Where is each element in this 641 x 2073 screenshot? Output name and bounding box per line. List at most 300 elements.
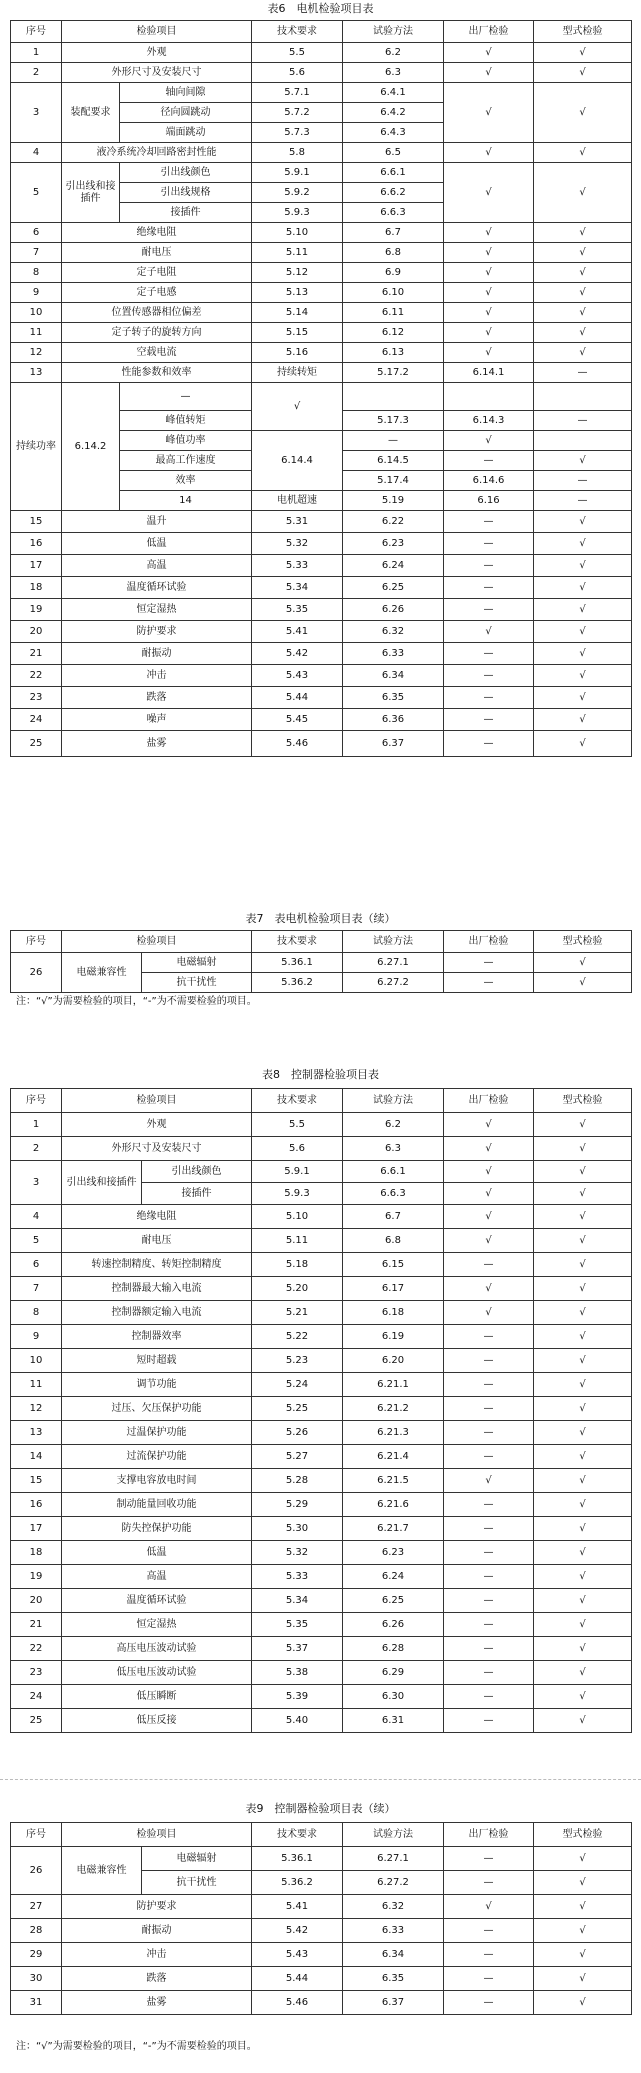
cell: √ <box>534 1685 632 1709</box>
cell: 5.40 <box>252 1709 343 1733</box>
cell: 外观 <box>62 1113 252 1137</box>
cell: 6.14.3 <box>444 411 534 431</box>
cell: 8 <box>11 1301 62 1325</box>
cell: 6.7 <box>343 1205 444 1229</box>
table9-note: 注：“√”为需要检验的项目，“-”为不需要检验的项目。 <box>16 2041 257 2052</box>
cell: 6.9 <box>343 263 444 283</box>
cell: 6.29 <box>343 1661 444 1685</box>
table-row <box>11 1469 632 1493</box>
cell: 6.34 <box>343 1943 444 1967</box>
cell: √ <box>444 1895 534 1919</box>
cell: 5.17.2 <box>343 363 444 383</box>
cell: 11 <box>11 323 62 343</box>
cell: — <box>444 1919 534 1943</box>
table7-note: 注：“√”为需要检验的项目，“-”为不需要检验的项目。 <box>16 996 257 1007</box>
table-row <box>11 1637 632 1661</box>
cell: √ <box>444 1301 534 1325</box>
cell: 5.20 <box>252 1277 343 1301</box>
cell: 11 <box>11 1373 62 1397</box>
cell: √ <box>534 223 632 243</box>
cell: 6.27.2 <box>343 973 444 993</box>
cell: √ <box>534 1137 632 1161</box>
table-row <box>11 1325 632 1349</box>
cell: 5 <box>11 163 62 223</box>
cell: — <box>534 411 632 431</box>
cell: 电机超速 <box>252 491 343 511</box>
table-row <box>11 283 632 303</box>
cell: 5.34 <box>252 577 343 599</box>
cell: 24 <box>11 1685 62 1709</box>
cell: 6.37 <box>343 1991 444 2015</box>
cell: 5.45 <box>252 709 343 731</box>
table-row <box>11 687 632 709</box>
cell: 5.9.2 <box>252 183 343 203</box>
header-cell: 试验方法 <box>343 21 444 43</box>
cell: 12 <box>11 343 62 363</box>
cell: √ <box>534 973 632 993</box>
cell: 6.2 <box>343 43 444 63</box>
cell: — <box>444 1991 534 2015</box>
cell: 最高工作速度 <box>120 451 252 471</box>
cell: 高温 <box>62 555 252 577</box>
cell: √ <box>534 1517 632 1541</box>
cell: 控制器效率 <box>62 1325 252 1349</box>
cell: 5.16 <box>252 343 343 363</box>
cell: √ <box>534 1991 632 2015</box>
cell: √ <box>444 1137 534 1161</box>
cell: √ <box>444 163 534 223</box>
table-row <box>11 643 632 665</box>
cell: √ <box>534 1637 632 1661</box>
cell: 5.10 <box>252 223 343 243</box>
cell <box>343 383 444 411</box>
cell: 6.21.2 <box>343 1397 444 1421</box>
cell: 5.43 <box>252 665 343 687</box>
cell: √ <box>534 1895 632 1919</box>
cell: 5.46 <box>252 731 343 757</box>
cell: — <box>444 511 534 533</box>
cell: 6.37 <box>343 731 444 757</box>
cell: 温度循环试验 <box>62 577 252 599</box>
table-row <box>11 555 632 577</box>
cell: √ <box>252 383 343 431</box>
cell: 10 <box>11 1349 62 1373</box>
cell: √ <box>534 1325 632 1349</box>
cell: — <box>444 1373 534 1397</box>
cell: 接插件 <box>120 203 252 223</box>
cell: 5.32 <box>252 533 343 555</box>
header-cell: 检验项目 <box>62 1823 252 1847</box>
cell: 5.9.1 <box>252 1161 343 1183</box>
cell: 耐振动 <box>62 643 252 665</box>
cell: 6.14.6 <box>444 471 534 491</box>
cell: 15 <box>11 511 62 533</box>
cell: √ <box>534 1613 632 1637</box>
cell: 冲击 <box>62 1943 252 1967</box>
cell: 6.20 <box>343 1349 444 1373</box>
cell: √ <box>534 83 632 143</box>
cell: 6.2 <box>343 1113 444 1137</box>
cell: 5.42 <box>252 1919 343 1943</box>
cell: 防护要求 <box>62 1895 252 1919</box>
cell: 16 <box>11 533 62 555</box>
cell: — <box>444 1943 534 1967</box>
cell: √ <box>444 1277 534 1301</box>
cell: 13 <box>11 363 62 383</box>
cell: 5.42 <box>252 643 343 665</box>
cell: 3 <box>11 1161 62 1205</box>
cell: 6.35 <box>343 1967 444 1991</box>
cell: 30 <box>11 1967 62 1991</box>
cell: 支撑电容放电时间 <box>62 1469 252 1493</box>
header-cell: 出厂检验 <box>444 1089 534 1113</box>
cell: 引出线颜色 <box>120 163 252 183</box>
cell: 6.26 <box>343 1613 444 1637</box>
cell: 5.22 <box>252 1325 343 1349</box>
cell: √ <box>534 243 632 263</box>
cell: — <box>120 383 252 411</box>
cell: 低压电压波动试验 <box>62 1661 252 1685</box>
cell: 6 <box>11 1253 62 1277</box>
cell: 6.22 <box>343 511 444 533</box>
cell: — <box>444 1685 534 1709</box>
cell: 防失控保护功能 <box>62 1517 252 1541</box>
cell: 5.19 <box>343 491 444 511</box>
cell: 低压瞬断 <box>62 1685 252 1709</box>
cell: √ <box>534 63 632 83</box>
cell: 5.43 <box>252 1943 343 1967</box>
cell: 27 <box>11 1895 62 1919</box>
header-cell: 试验方法 <box>343 1823 444 1847</box>
cell: — <box>343 431 444 451</box>
table-row <box>11 1613 632 1637</box>
cell: 持续转矩 <box>252 363 343 383</box>
cell: 性能参数和效率 <box>62 363 252 383</box>
cell: 6.5 <box>343 143 444 163</box>
cell: 5.25 <box>252 1397 343 1421</box>
table-row <box>11 1397 632 1421</box>
cell: √ <box>534 1161 632 1183</box>
cell: 冲击 <box>62 665 252 687</box>
table-header-row <box>11 1089 632 1113</box>
cell: 1 <box>11 1113 62 1137</box>
cell: 5.27 <box>252 1445 343 1469</box>
cell: 6.27.2 <box>343 1871 444 1895</box>
table-row <box>11 43 632 63</box>
table-row <box>11 1277 632 1301</box>
cell: √ <box>444 43 534 63</box>
cell: 跌落 <box>62 1967 252 1991</box>
cell: 5.18 <box>252 1253 343 1277</box>
cell: — <box>444 1967 534 1991</box>
cell: 23 <box>11 1661 62 1685</box>
cell: 19 <box>11 599 62 621</box>
cell: 29 <box>11 1943 62 1967</box>
cell: 控制器最大输入电流 <box>62 1277 252 1301</box>
cell: 盐雾 <box>62 731 252 757</box>
table-row <box>11 1421 632 1445</box>
header-cell: 序号 <box>11 931 62 953</box>
cell: √ <box>534 533 632 555</box>
table6-motor-inspection <box>10 20 632 757</box>
cell: √ <box>534 1277 632 1301</box>
cell: — <box>444 1517 534 1541</box>
header-cell: 技术要求 <box>252 1823 343 1847</box>
cell: 位置传感器相位偏差 <box>62 303 252 323</box>
cell: √ <box>444 283 534 303</box>
cell: 6.34 <box>343 665 444 687</box>
header-cell: 技术要求 <box>252 21 343 43</box>
cell: √ <box>444 1183 534 1205</box>
cell: 6.33 <box>343 643 444 665</box>
cell: 装配要求 <box>62 83 120 143</box>
cell: √ <box>534 687 632 709</box>
cell: 5.24 <box>252 1373 343 1397</box>
cell: √ <box>444 83 534 143</box>
cell: — <box>444 1589 534 1613</box>
cell: √ <box>534 163 632 223</box>
cell: — <box>444 533 534 555</box>
cell: 6.8 <box>343 1229 444 1253</box>
cell: 耐电压 <box>62 1229 252 1253</box>
cell: 5.23 <box>252 1349 343 1373</box>
header-cell: 检验项目 <box>62 931 252 953</box>
cell: 5.7.1 <box>252 83 343 103</box>
cell: √ <box>534 1469 632 1493</box>
cell: 恒定湿热 <box>62 599 252 621</box>
cell: √ <box>534 1397 632 1421</box>
cell: √ <box>444 1469 534 1493</box>
cell: 6.25 <box>343 577 444 599</box>
table-row <box>11 1349 632 1373</box>
cell: √ <box>534 599 632 621</box>
cell: √ <box>444 1113 534 1137</box>
cell: √ <box>534 1541 632 1565</box>
cell: √ <box>534 1709 632 1733</box>
cell: — <box>534 471 632 491</box>
cell: 8 <box>11 263 62 283</box>
cell: 6.14.4 <box>252 431 343 491</box>
cell: √ <box>444 1229 534 1253</box>
cell: 5.5 <box>252 43 343 63</box>
table-header-row <box>11 21 632 43</box>
cell: √ <box>534 143 632 163</box>
cell: 6.6.1 <box>343 163 444 183</box>
cell: 5.5 <box>252 1113 343 1137</box>
table-row <box>11 731 632 757</box>
cell: √ <box>534 511 632 533</box>
cell: 5.35 <box>252 599 343 621</box>
header-cell: 型式检验 <box>534 1823 632 1847</box>
cell: 6.4.1 <box>343 83 444 103</box>
cell: 5.29 <box>252 1493 343 1517</box>
table-row <box>11 1445 632 1469</box>
header-cell: 出厂检验 <box>444 931 534 953</box>
cell: 6.19 <box>343 1325 444 1349</box>
cell: √ <box>534 1967 632 1991</box>
table8-controller-inspection <box>10 1088 632 1733</box>
cell: 外形尺寸及安装尺寸 <box>62 63 252 83</box>
cell: 空载电流 <box>62 343 252 363</box>
cell: — <box>444 731 534 757</box>
table-row <box>11 1589 632 1613</box>
cell: — <box>444 1709 534 1733</box>
cell: — <box>534 363 632 383</box>
cell: √ <box>444 143 534 163</box>
cell: 过温保护功能 <box>62 1421 252 1445</box>
table-row <box>11 1895 632 1919</box>
table-row <box>11 63 632 83</box>
cell: 5.36.2 <box>252 973 343 993</box>
cell: 抗干扰性 <box>142 973 252 993</box>
cell: 21 <box>11 1613 62 1637</box>
cell: 峰值功率 <box>120 431 252 451</box>
cell: — <box>444 1541 534 1565</box>
cell: 电磁辐射 <box>142 1847 252 1871</box>
cell: √ <box>534 621 632 643</box>
cell: √ <box>534 1205 632 1229</box>
cell: 轴向间隙 <box>120 83 252 103</box>
cell: 5.17.3 <box>343 411 444 431</box>
table-row <box>11 323 632 343</box>
table-row <box>11 163 632 183</box>
cell: √ <box>534 1493 632 1517</box>
table-row <box>11 533 632 555</box>
cell: — <box>444 1661 534 1685</box>
cell: 6.14.1 <box>444 363 534 383</box>
cell: √ <box>534 709 632 731</box>
cell: 6.6.2 <box>343 183 444 203</box>
cell: 峰值转矩 <box>120 411 252 431</box>
cell: — <box>444 577 534 599</box>
cell: 6.15 <box>343 1253 444 1277</box>
cell: 5.9.1 <box>252 163 343 183</box>
cell: — <box>444 665 534 687</box>
table-row <box>11 599 632 621</box>
table8-caption: 表8 控制器检验项目表 <box>262 1068 379 1081</box>
cell: 调节功能 <box>62 1373 252 1397</box>
cell <box>444 383 534 411</box>
cell: 6.14.5 <box>343 451 444 471</box>
cell: 5.14 <box>252 303 343 323</box>
cell: √ <box>534 1253 632 1277</box>
cell: √ <box>534 555 632 577</box>
cell: 5 <box>11 1229 62 1253</box>
cell: 6.32 <box>343 1895 444 1919</box>
cell: 6.12 <box>343 323 444 343</box>
cell: 6.21.5 <box>343 1469 444 1493</box>
cell: √ <box>534 1183 632 1205</box>
table-row <box>11 1991 632 2015</box>
table-row <box>11 223 632 243</box>
cell: 5.41 <box>252 621 343 643</box>
cell: 引出线和接插件 <box>62 1161 142 1205</box>
cell: 6.21.7 <box>343 1517 444 1541</box>
cell: √ <box>534 1229 632 1253</box>
cell: 5.30 <box>252 1517 343 1541</box>
table-row <box>11 83 632 103</box>
cell: — <box>444 1421 534 1445</box>
cell: 短时超载 <box>62 1349 252 1373</box>
cell: 5.9.3 <box>252 203 343 223</box>
cell: 5.7.2 <box>252 103 343 123</box>
table9-controller-inspection-cont <box>10 1822 632 2015</box>
cell: √ <box>534 1421 632 1445</box>
cell: — <box>444 1613 534 1637</box>
cell: 控制器额定输入电流 <box>62 1301 252 1325</box>
cell: 17 <box>11 555 62 577</box>
cell: 绝缘电阻 <box>62 223 252 243</box>
cell: √ <box>534 1661 632 1685</box>
cell: √ <box>444 263 534 283</box>
header-cell: 序号 <box>11 1823 62 1847</box>
header-cell: 序号 <box>11 1089 62 1113</box>
cell: 6.32 <box>343 621 444 643</box>
cell: 6.21.3 <box>343 1421 444 1445</box>
cell: 6.6.3 <box>343 203 444 223</box>
cell: 引出线颜色 <box>142 1161 252 1183</box>
cell: 17 <box>11 1517 62 1541</box>
cell: 径向圆跳动 <box>120 103 252 123</box>
cell: 6.17 <box>343 1277 444 1301</box>
cell: 5.33 <box>252 1565 343 1589</box>
cell: — <box>444 1493 534 1517</box>
cell: 5.36.2 <box>252 1871 343 1895</box>
cell: 6.6.3 <box>343 1183 444 1205</box>
page-separator <box>0 1779 641 1780</box>
cell: √ <box>534 1301 632 1325</box>
cell: √ <box>534 1565 632 1589</box>
table7-motor-inspection-cont <box>10 930 632 993</box>
table-row <box>11 303 632 323</box>
header-cell: 检验项目 <box>62 1089 252 1113</box>
cell: — <box>534 491 632 511</box>
cell: 端面跳动 <box>120 123 252 143</box>
cell: 5.13 <box>252 283 343 303</box>
cell: √ <box>534 1943 632 1967</box>
cell: 6.10 <box>343 283 444 303</box>
cell: 5.10 <box>252 1205 343 1229</box>
cell: 6.14.2 <box>62 383 120 511</box>
table-row <box>11 621 632 643</box>
cell: 5.6 <box>252 63 343 83</box>
cell: √ <box>534 643 632 665</box>
cell: 14 <box>11 1445 62 1469</box>
header-cell: 型式检验 <box>534 1089 632 1113</box>
cell: 液冷系统冷却回路密封性能 <box>62 143 252 163</box>
table6-caption: 表6 电机检验项目表 <box>267 2 374 15</box>
cell: 外观 <box>62 43 252 63</box>
table-row <box>11 1517 632 1541</box>
cell: 电磁兼容性 <box>62 953 142 993</box>
table-header-row <box>11 1823 632 1847</box>
table-row <box>11 665 632 687</box>
cell: 7 <box>11 243 62 263</box>
header-cell: 试验方法 <box>343 931 444 953</box>
header-cell: 检验项目 <box>62 21 252 43</box>
table-row <box>11 1661 632 1685</box>
cell: 13 <box>11 1421 62 1445</box>
cell: 5.36.1 <box>252 953 343 973</box>
cell: 过压、欠压保护功能 <box>62 1397 252 1421</box>
cell: √ <box>444 323 534 343</box>
cell: √ <box>534 343 632 363</box>
cell: 4 <box>11 143 62 163</box>
cell: 制动能量回收功能 <box>62 1493 252 1517</box>
table-row <box>11 1943 632 1967</box>
cell <box>534 383 632 411</box>
header-cell: 序号 <box>11 21 62 43</box>
